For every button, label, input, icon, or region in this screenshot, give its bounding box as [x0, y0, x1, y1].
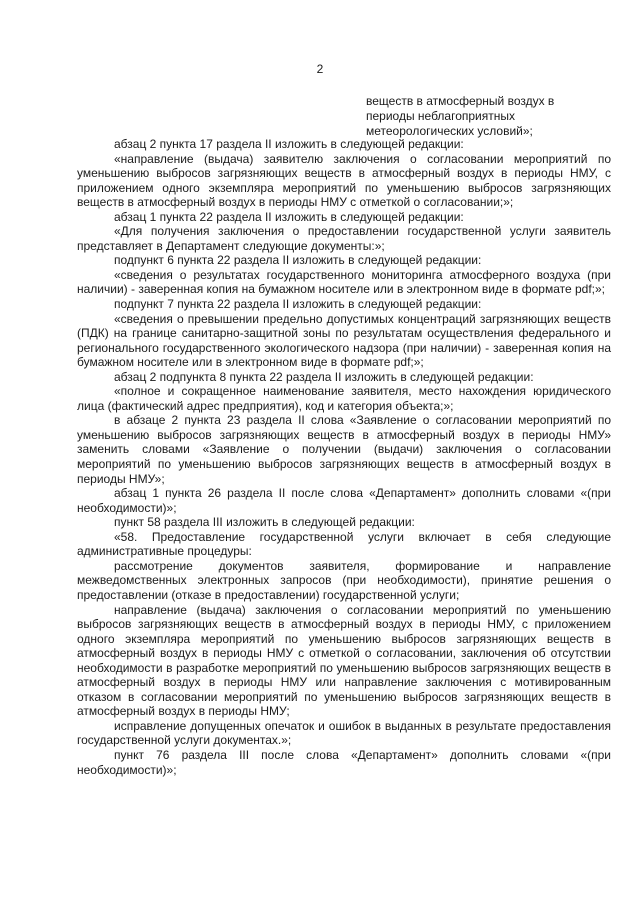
paragraph: абзац 1 пункта 26 раздела II после слова «Департамент» дополнить словами «(при необходимости)»;: [77, 486, 611, 515]
paragraph: направление (выдача) заключения о согласовании мероприятий по уменьшению выбросов загрязняющих веществ в атмосферный воздух в периоды НМУ, с приложением одного экземпляра мероприятий по уменьшению выбросов загрязняющих веществ в атмосферный воздух в периоды НМУ с отметкой о согласовании, заключения об отсутствии необходимости в разработке мероприятий по уменьшению выбросов загрязняющих веществ в атмосферный воздух в периоды НМУ или направление заключения с мотивированным отказом в согласовании мероприятий по уменьшению выбросов загрязняющих веществ в атмосферный воздух в периоды НМУ;: [77, 602, 611, 719]
quoted-text-continuation: веществ в атмосферный воздух в периоды неблагоприятных метеорологических условий»;: [366, 94, 555, 138]
paragraph: пункт 76 раздела III после слова «Департамент» дополнить словами «(при необходимости)»;: [77, 747, 611, 777]
paragraph: «полное и сокращенное наименование заявителя, место нахождения юридического лица (фактический адрес предприятия), код и категория объекта;»;: [77, 384, 611, 413]
paragraph: «Для получения заключения о предоставлении государственной услуги заявитель представляет в Департамент следующие документы:»;: [77, 224, 611, 253]
paragraph: пункт 58 раздела III изложить в следующей редакции:: [114, 515, 415, 530]
paragraph: «направление (выдача) заявителю заключения о согласовании мероприятий по уменьшению выбросов загрязняющих веществ в атмосферный воздух в периоды НМУ, с приложением одного экземпляра мероприятий по уменьшению выбросов загрязняющих веществ в атмосферный воздух в периоды НМУ с отметкой о согласовании;»;: [77, 151, 611, 210]
paragraph: абзац 2 пункта 17 раздела II изложить в следующей редакции:: [114, 137, 464, 151]
paragraph: абзац 1 пункта 22 раздела II изложить в следующей редакции:: [114, 209, 464, 224]
paragraph: рассмотрение документов заявителя, формирование и направление межведомственных электронных запросов (при необходимости), принятие решения о предоставлении (отказе в предоставлении) государственной услуги;: [77, 558, 611, 602]
paragraph: «58. Предоставление государственной услуги включает в себя следующие административные процедуры:: [77, 529, 611, 559]
paragraph: в абзаце 2 пункта 23 раздела II слова «Заявление о согласовании мероприятий по уменьшению выбросов загрязняющих веществ в атмосферный воздух в периоды НМУ» заменить словами «Заявление о получении (выдачи) заключения о согласовании мероприятий по уменьшению выбросов загрязняющих веществ в атмосферный воздух в периоды НМУ»;: [77, 413, 611, 486]
page-number: 2: [316, 62, 324, 76]
paragraph: «сведения о превышении предельно допустимых концентраций загрязняющих веществ (ПДК) на границе санитарно-защитной зоны по результатам осуществления федерального и регионального государственного экологического надзора (при наличии) - заверенная копия на бумажном носителе или в электронном виде в формате pdf;»;: [77, 311, 611, 370]
document-body: [77, 137, 611, 777]
paragraph: подпункт 6 пункта 22 раздела II изложить в следующей редакции:: [114, 253, 482, 268]
paragraph: исправление допущенных опечаток и ошибок в выданных в результате предоставления государственной услуги документах.»;: [77, 718, 611, 748]
paragraph: «сведения о результатах государственного мониторинга атмосферного воздуха (при наличии) - заверенная копия на бумажном носителе или в электронном виде в формате pdf;»;: [77, 267, 611, 297]
paragraph: абзац 2 подпункта 8 пункта 22 раздела II изложить в следующей редакции:: [114, 369, 534, 384]
paragraph: подпункт 7 пункта 22 раздела II изложить в следующей редакции:: [114, 297, 482, 312]
